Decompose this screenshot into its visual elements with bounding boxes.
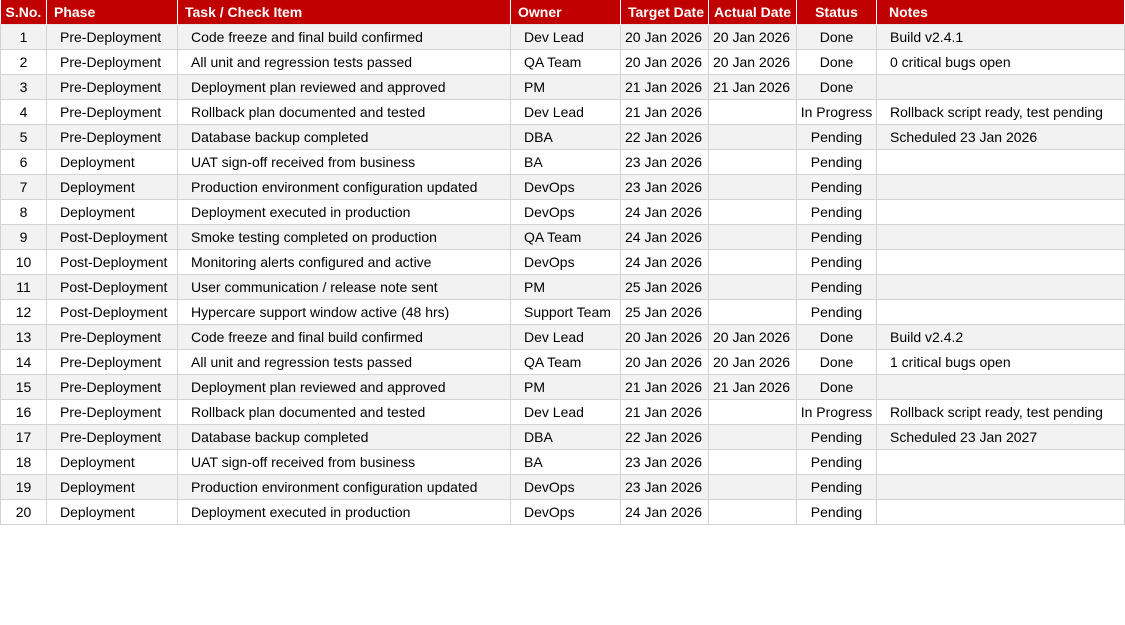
phase-cell[interactable]: Deployment: [47, 175, 178, 200]
status-cell[interactable]: In Progress: [797, 100, 877, 125]
header-task[interactable]: Task / Check Item: [178, 0, 511, 25]
sno-cell[interactable]: 16: [1, 400, 47, 425]
target-date-cell[interactable]: 25 Jan 2026: [621, 300, 709, 325]
header-target-date[interactable]: Target Date: [621, 0, 709, 25]
notes-cell[interactable]: 1 critical bugs open: [877, 350, 1125, 375]
notes-cell[interactable]: [877, 375, 1125, 400]
table-row: [1, 125, 1125, 150]
table-row: [1, 50, 1125, 75]
target-date-cell[interactable]: 23 Jan 2026: [621, 150, 709, 175]
table-row: [1, 250, 1125, 275]
status-cell[interactable]: Pending: [797, 275, 877, 300]
sno-cell[interactable]: 14: [1, 350, 47, 375]
task-cell[interactable]: User communication / release note sent: [178, 275, 511, 300]
header-owner[interactable]: Owner: [511, 0, 621, 25]
task-cell[interactable]: Deployment executed in production: [178, 500, 511, 525]
phase-cell[interactable]: Pre-Deployment: [47, 100, 178, 125]
owner-cell[interactable]: QA Team: [511, 50, 621, 75]
actual-date-cell[interactable]: 20 Jan 2026: [709, 325, 797, 350]
target-date-cell[interactable]: 21 Jan 2026: [621, 75, 709, 100]
owner-cell[interactable]: Support Team: [511, 300, 621, 325]
status-cell[interactable]: Done: [797, 50, 877, 75]
sno-cell[interactable]: 13: [1, 325, 47, 350]
task-cell[interactable]: Production environment configuration updated: [178, 175, 511, 200]
table-row: [1, 300, 1125, 325]
sno-cell[interactable]: 3: [1, 75, 47, 100]
actual-date-cell[interactable]: [709, 200, 797, 225]
sno-cell[interactable]: 5: [1, 125, 47, 150]
task-cell[interactable]: Deployment plan reviewed and approved: [178, 75, 511, 100]
task-cell[interactable]: Code freeze and final build confirmed: [178, 25, 511, 50]
target-date-cell[interactable]: 24 Jan 2026: [621, 200, 709, 225]
actual-date-cell[interactable]: [709, 475, 797, 500]
table-row: [1, 350, 1125, 375]
target-date-cell[interactable]: 23 Jan 2026: [621, 175, 709, 200]
phase-cell[interactable]: Post-Deployment: [47, 275, 178, 300]
owner-cell[interactable]: Dev Lead: [511, 100, 621, 125]
notes-cell[interactable]: [877, 225, 1125, 250]
actual-date-cell[interactable]: [709, 125, 797, 150]
status-cell[interactable]: Pending: [797, 300, 877, 325]
table-row: [1, 500, 1125, 525]
phase-cell[interactable]: Post-Deployment: [47, 225, 178, 250]
table-row: [1, 25, 1125, 50]
table-row: [1, 425, 1125, 450]
owner-cell[interactable]: DevOps: [511, 200, 621, 225]
target-date-cell[interactable]: 21 Jan 2026: [621, 400, 709, 425]
notes-cell[interactable]: Scheduled 23 Jan 2026: [877, 125, 1125, 150]
actual-date-cell[interactable]: [709, 225, 797, 250]
table-row: [1, 400, 1125, 425]
header-row: [1, 0, 1125, 25]
sno-cell[interactable]: 1: [1, 25, 47, 50]
owner-cell[interactable]: DBA: [511, 425, 621, 450]
actual-date-cell[interactable]: [709, 425, 797, 450]
target-date-cell[interactable]: 25 Jan 2026: [621, 275, 709, 300]
actual-date-cell[interactable]: 20 Jan 2026: [709, 350, 797, 375]
notes-cell[interactable]: [877, 175, 1125, 200]
actual-date-cell[interactable]: [709, 500, 797, 525]
target-date-cell[interactable]: 23 Jan 2026: [621, 450, 709, 475]
target-date-cell[interactable]: 21 Jan 2026: [621, 375, 709, 400]
notes-cell[interactable]: [877, 275, 1125, 300]
phase-cell[interactable]: Pre-Deployment: [47, 50, 178, 75]
target-date-cell[interactable]: 21 Jan 2026: [621, 100, 709, 125]
sno-cell[interactable]: 20: [1, 500, 47, 525]
phase-cell[interactable]: Pre-Deployment: [47, 400, 178, 425]
header-status[interactable]: Status: [797, 0, 877, 25]
sno-cell[interactable]: 10: [1, 250, 47, 275]
status-cell[interactable]: Pending: [797, 175, 877, 200]
actual-date-cell[interactable]: [709, 275, 797, 300]
owner-cell[interactable]: Dev Lead: [511, 400, 621, 425]
owner-cell[interactable]: Dev Lead: [511, 325, 621, 350]
sno-cell[interactable]: 18: [1, 450, 47, 475]
task-cell[interactable]: Rollback plan documented and tested: [178, 400, 511, 425]
task-cell[interactable]: Database backup completed: [178, 425, 511, 450]
table-row: [1, 450, 1125, 475]
notes-cell[interactable]: [877, 300, 1125, 325]
status-cell[interactable]: Pending: [797, 450, 877, 475]
owner-cell[interactable]: QA Team: [511, 350, 621, 375]
task-cell[interactable]: Smoke testing completed on production: [178, 225, 511, 250]
sno-cell[interactable]: 19: [1, 475, 47, 500]
target-date-cell[interactable]: 20 Jan 2026: [621, 50, 709, 75]
task-cell[interactable]: Deployment plan reviewed and approved: [178, 375, 511, 400]
table-row: [1, 100, 1125, 125]
target-date-cell[interactable]: 23 Jan 2026: [621, 475, 709, 500]
sno-cell[interactable]: 15: [1, 375, 47, 400]
owner-cell[interactable]: DevOps: [511, 250, 621, 275]
actual-date-cell[interactable]: [709, 175, 797, 200]
target-date-cell[interactable]: 22 Jan 2026: [621, 425, 709, 450]
table-row: [1, 375, 1125, 400]
owner-cell[interactable]: DBA: [511, 125, 621, 150]
notes-cell[interactable]: [877, 450, 1125, 475]
owner-cell[interactable]: BA: [511, 450, 621, 475]
status-cell[interactable]: Pending: [797, 150, 877, 175]
sno-cell[interactable]: 17: [1, 425, 47, 450]
sno-cell[interactable]: 11: [1, 275, 47, 300]
notes-cell[interactable]: [877, 250, 1125, 275]
table-row: [1, 200, 1125, 225]
notes-cell[interactable]: Rollback script ready, test pending: [877, 100, 1125, 125]
table-row: [1, 225, 1125, 250]
phase-cell[interactable]: Post-Deployment: [47, 250, 178, 275]
phase-cell[interactable]: Deployment: [47, 475, 178, 500]
actual-date-cell[interactable]: [709, 100, 797, 125]
status-cell[interactable]: Done: [797, 25, 877, 50]
notes-cell[interactable]: Rollback script ready, test pending: [877, 400, 1125, 425]
owner-cell[interactable]: PM: [511, 75, 621, 100]
phase-cell[interactable]: Pre-Deployment: [47, 375, 178, 400]
phase-cell[interactable]: Deployment: [47, 500, 178, 525]
sno-cell[interactable]: 4: [1, 100, 47, 125]
header-phase[interactable]: Phase: [47, 0, 178, 25]
actual-date-cell[interactable]: [709, 400, 797, 425]
owner-cell[interactable]: DevOps: [511, 175, 621, 200]
task-cell[interactable]: Deployment executed in production: [178, 200, 511, 225]
header-notes[interactable]: Notes: [877, 0, 1125, 25]
notes-cell[interactable]: 0 critical bugs open: [877, 50, 1125, 75]
sno-cell[interactable]: 7: [1, 175, 47, 200]
sno-cell[interactable]: 9: [1, 225, 47, 250]
table-row: [1, 325, 1125, 350]
owner-cell[interactable]: PM: [511, 375, 621, 400]
header-sno[interactable]: S.No.: [1, 0, 47, 25]
notes-cell[interactable]: Build v2.4.1: [877, 25, 1125, 50]
status-cell[interactable]: Done: [797, 75, 877, 100]
notes-cell[interactable]: [877, 200, 1125, 225]
sno-cell[interactable]: 6: [1, 150, 47, 175]
status-cell[interactable]: Pending: [797, 500, 877, 525]
phase-cell[interactable]: Pre-Deployment: [47, 125, 178, 150]
target-date-cell[interactable]: 24 Jan 2026: [621, 250, 709, 275]
phase-cell[interactable]: Pre-Deployment: [47, 350, 178, 375]
status-cell[interactable]: Done: [797, 375, 877, 400]
owner-cell[interactable]: DevOps: [511, 500, 621, 525]
actual-date-cell[interactable]: 21 Jan 2026: [709, 375, 797, 400]
task-cell[interactable]: Code freeze and final build confirmed: [178, 325, 511, 350]
actual-date-cell[interactable]: [709, 450, 797, 475]
notes-cell[interactable]: [877, 150, 1125, 175]
notes-cell[interactable]: Build v2.4.2: [877, 325, 1125, 350]
target-date-cell[interactable]: 20 Jan 2026: [621, 25, 709, 50]
actual-date-cell[interactable]: 20 Jan 2026: [709, 50, 797, 75]
actual-date-cell[interactable]: [709, 150, 797, 175]
phase-cell[interactable]: Pre-Deployment: [47, 325, 178, 350]
status-cell[interactable]: Pending: [797, 200, 877, 225]
notes-cell[interactable]: [877, 500, 1125, 525]
table-row: [1, 475, 1125, 500]
target-date-cell[interactable]: 20 Jan 2026: [621, 350, 709, 375]
owner-cell[interactable]: QA Team: [511, 225, 621, 250]
task-cell[interactable]: UAT sign-off received from business: [178, 450, 511, 475]
actual-date-cell[interactable]: [709, 300, 797, 325]
owner-cell[interactable]: BA: [511, 150, 621, 175]
status-cell[interactable]: Pending: [797, 125, 877, 150]
task-cell[interactable]: Monitoring alerts configured and active: [178, 250, 511, 275]
task-cell[interactable]: UAT sign-off received from business: [178, 150, 511, 175]
status-cell[interactable]: Done: [797, 350, 877, 375]
status-cell[interactable]: Pending: [797, 425, 877, 450]
status-cell[interactable]: Pending: [797, 250, 877, 275]
owner-cell[interactable]: PM: [511, 275, 621, 300]
phase-cell[interactable]: Deployment: [47, 200, 178, 225]
status-cell[interactable]: Pending: [797, 475, 877, 500]
sno-cell[interactable]: 12: [1, 300, 47, 325]
table-row: [1, 175, 1125, 200]
status-cell[interactable]: Done: [797, 325, 877, 350]
notes-cell[interactable]: Scheduled 23 Jan 2027: [877, 425, 1125, 450]
header-actual-date[interactable]: Actual Date: [709, 0, 797, 25]
target-date-cell[interactable]: 24 Jan 2026: [621, 500, 709, 525]
task-cell[interactable]: Database backup completed: [178, 125, 511, 150]
target-date-cell[interactable]: 24 Jan 2026: [621, 225, 709, 250]
table-row: [1, 275, 1125, 300]
notes-cell[interactable]: [877, 75, 1125, 100]
phase-cell[interactable]: Deployment: [47, 450, 178, 475]
status-cell[interactable]: Pending: [797, 225, 877, 250]
sno-cell[interactable]: 2: [1, 50, 47, 75]
task-cell[interactable]: All unit and regression tests passed: [178, 50, 511, 75]
phase-cell[interactable]: Pre-Deployment: [47, 75, 178, 100]
table-row: [1, 150, 1125, 175]
task-cell[interactable]: Rollback plan documented and tested: [178, 100, 511, 125]
phase-cell[interactable]: Deployment: [47, 150, 178, 175]
phase-cell[interactable]: Pre-Deployment: [47, 425, 178, 450]
actual-date-cell[interactable]: 20 Jan 2026: [709, 25, 797, 50]
owner-cell[interactable]: DevOps: [511, 475, 621, 500]
task-cell[interactable]: Production environment configuration updated: [178, 475, 511, 500]
status-cell[interactable]: In Progress: [797, 400, 877, 425]
sno-cell[interactable]: 8: [1, 200, 47, 225]
target-date-cell[interactable]: 20 Jan 2026: [621, 325, 709, 350]
table-row: [1, 75, 1125, 100]
target-date-cell[interactable]: 22 Jan 2026: [621, 125, 709, 150]
owner-cell[interactable]: Dev Lead: [511, 25, 621, 50]
actual-date-cell[interactable]: [709, 250, 797, 275]
notes-cell[interactable]: [877, 475, 1125, 500]
actual-date-cell[interactable]: 21 Jan 2026: [709, 75, 797, 100]
task-cell[interactable]: Hypercare support window active (48 hrs): [178, 300, 511, 325]
phase-cell[interactable]: Pre-Deployment: [47, 25, 178, 50]
task-cell[interactable]: All unit and regression tests passed: [178, 350, 511, 375]
phase-cell[interactable]: Post-Deployment: [47, 300, 178, 325]
